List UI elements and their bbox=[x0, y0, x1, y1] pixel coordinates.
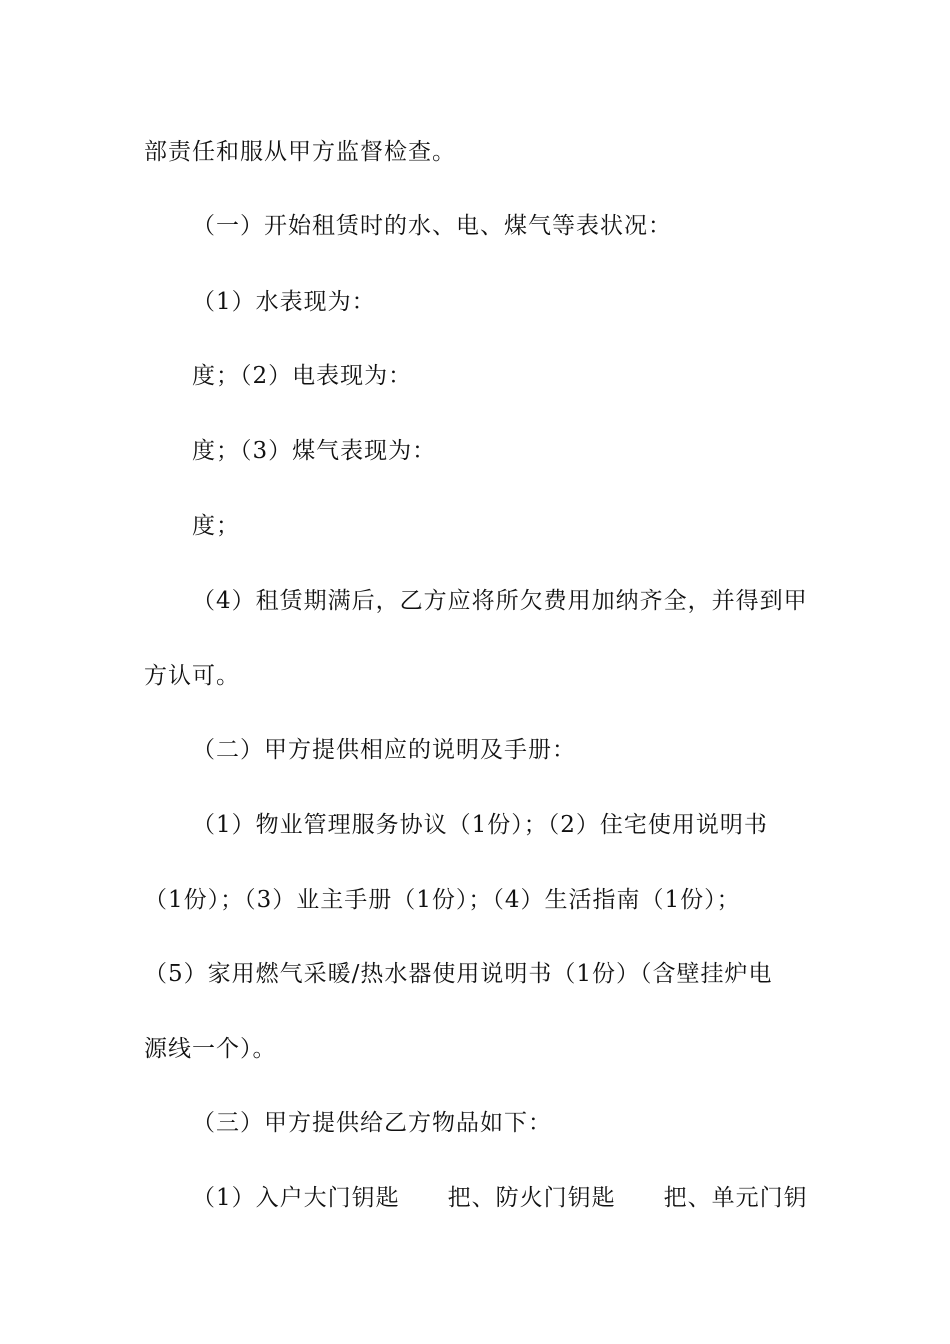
text-line-6: 度； bbox=[192, 513, 240, 539]
text-line-9: （二）甲方提供相应的说明及手册： bbox=[192, 737, 576, 763]
text-line-7: （4）租赁期满后，乙方应将所欠费用加纳齐全，并得到甲 bbox=[192, 588, 808, 614]
text-line-13: 源线一个）。 bbox=[144, 1036, 277, 1062]
text-line-5: 度；（3）煤气表现为： bbox=[192, 438, 437, 464]
text-line-1: 部责任和服从甲方监督检查。 bbox=[144, 139, 456, 165]
text-line-14: （三）甲方提供给乙方物品如下： bbox=[192, 1110, 552, 1136]
text-line-11: （1份）；（3）业主手册（1份）；（4）生活指南（1份）； bbox=[144, 887, 741, 913]
text-line-4: 度；（2）电表现为： bbox=[192, 363, 413, 389]
text-line-2: （一）开始租赁时的水、电、煤气等表状况： bbox=[192, 213, 672, 239]
text-line-8: 方认可。 bbox=[144, 663, 240, 689]
text-line-15: （1）入户大门钥匙 把、防火门钥匙 把、单元门钥 bbox=[192, 1185, 808, 1211]
text-line-10: （1）物业管理服务协议（1份）；（2）住宅使用说明书 bbox=[192, 812, 768, 838]
text-line-12: （5）家用燃气采暖/热水器使用说明书（1份）（含壁挂炉电 bbox=[144, 961, 773, 987]
text-line-3: （1）水表现为： bbox=[192, 289, 376, 315]
